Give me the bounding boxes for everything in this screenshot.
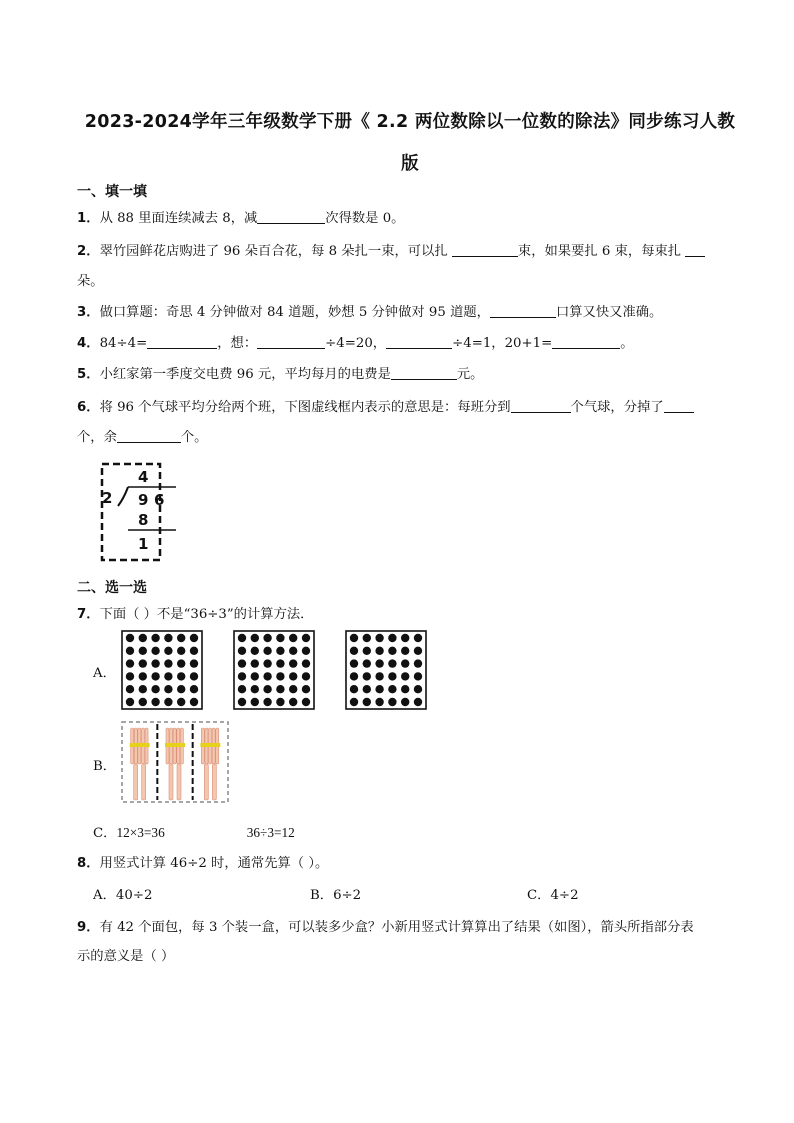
option-c-label: C． bbox=[93, 826, 117, 841]
dot bbox=[375, 647, 383, 655]
dot bbox=[363, 698, 371, 706]
dividend-tens-digit: 9 bbox=[138, 491, 149, 509]
dot bbox=[139, 659, 147, 667]
question-number: 7． bbox=[77, 607, 100, 622]
dot bbox=[375, 685, 383, 693]
bundle-band bbox=[200, 743, 220, 747]
dot bbox=[126, 659, 134, 667]
dot bbox=[263, 672, 271, 680]
question-text: 有 42 个面包，每 3 个装一盒，可以装多少盒？小新用竖式计算算出了结果（如图），箭头所指部分表 bbox=[99, 920, 694, 935]
question-6 bbox=[77, 396, 694, 415]
dot bbox=[238, 685, 246, 693]
option-c[interactable] bbox=[93, 822, 295, 841]
dot bbox=[289, 672, 297, 680]
answer-blank[interactable] bbox=[386, 335, 452, 349]
dot bbox=[302, 685, 310, 693]
dot bbox=[263, 698, 271, 706]
dot bbox=[289, 698, 297, 706]
dot bbox=[363, 685, 371, 693]
question-3 bbox=[77, 301, 662, 320]
dot bbox=[375, 698, 383, 706]
dot bbox=[251, 672, 259, 680]
question-9 bbox=[77, 916, 694, 935]
dot bbox=[190, 672, 198, 680]
dot bbox=[414, 698, 422, 706]
question-2 bbox=[77, 240, 705, 259]
question-text: 从 88 里面连续减去 8，减 bbox=[99, 211, 258, 226]
dot-grid-figure bbox=[120, 630, 430, 710]
dot bbox=[302, 647, 310, 655]
answer-blank[interactable] bbox=[257, 335, 325, 349]
dot bbox=[388, 672, 396, 680]
dot bbox=[388, 659, 396, 667]
dot bbox=[363, 634, 371, 642]
question-text: 下面（ ）不是“36÷3”的计算方法． bbox=[99, 607, 314, 622]
question-number: 4． bbox=[77, 336, 100, 351]
dot bbox=[126, 698, 134, 706]
dot bbox=[350, 698, 358, 706]
dot bbox=[289, 659, 297, 667]
dot bbox=[363, 672, 371, 680]
dot bbox=[414, 685, 422, 693]
dot bbox=[177, 698, 185, 706]
dot bbox=[151, 698, 159, 706]
dot bbox=[401, 634, 409, 642]
dot bbox=[190, 647, 198, 655]
answer-blank[interactable] bbox=[391, 366, 457, 380]
dot bbox=[251, 659, 259, 667]
question-5 bbox=[77, 363, 483, 382]
dot bbox=[414, 659, 422, 667]
dot bbox=[238, 698, 246, 706]
question-text: 做口算题：奇思 4 分钟做对 84 道题，妙想 5 分钟做对 95 道题， bbox=[99, 305, 490, 320]
question-number: 1． bbox=[77, 211, 100, 226]
question-7 bbox=[77, 603, 313, 622]
question-text: 个。 bbox=[180, 430, 208, 445]
dot bbox=[263, 685, 271, 693]
quotient-digit: 4 bbox=[138, 468, 149, 486]
dot bbox=[302, 659, 310, 667]
dot bbox=[177, 672, 185, 680]
question-4 bbox=[77, 332, 634, 351]
question-text: 小红家第一季度交电费 96 元，平均每月的电费是 bbox=[99, 367, 391, 382]
dot bbox=[350, 647, 358, 655]
single-stick bbox=[169, 764, 173, 800]
remainder-digit: 1 bbox=[138, 535, 149, 553]
dot bbox=[139, 698, 147, 706]
dot bbox=[388, 647, 396, 655]
product-digit: 8 bbox=[138, 511, 149, 529]
dot bbox=[350, 634, 358, 642]
section-choose-heading: 二、选一选 bbox=[77, 580, 147, 596]
question-text: 个气球，分掉了 bbox=[570, 400, 664, 415]
dot bbox=[251, 634, 259, 642]
dot bbox=[388, 634, 396, 642]
answer-blank[interactable] bbox=[452, 243, 518, 257]
option-c[interactable]: C．4÷2 bbox=[527, 888, 579, 903]
dot bbox=[289, 634, 297, 642]
question-text: ÷4=20， bbox=[325, 336, 387, 351]
dot bbox=[238, 659, 246, 667]
dot bbox=[164, 634, 172, 642]
dot-grid-box bbox=[122, 631, 202, 709]
dot bbox=[289, 647, 297, 655]
option-c-equation-1: 12×3=36 bbox=[116, 825, 165, 840]
question-number: 3． bbox=[77, 305, 100, 320]
dot bbox=[302, 698, 310, 706]
dot bbox=[164, 672, 172, 680]
option-b[interactable]: B．6÷2 bbox=[310, 888, 362, 903]
page-title: 2023-2024学年三年级数学下册《 2.2 两位数除以一位数的除法》同步练习人教 bbox=[84, 112, 736, 132]
answer-blank[interactable] bbox=[257, 210, 325, 224]
dot bbox=[251, 685, 259, 693]
single-stick bbox=[142, 764, 146, 800]
question-number: 2． bbox=[77, 244, 100, 259]
question-text: 束，如果要扎 6 束，每束扎 bbox=[517, 244, 686, 259]
dot bbox=[414, 634, 422, 642]
dot bbox=[263, 647, 271, 655]
single-stick bbox=[134, 764, 138, 800]
dot bbox=[151, 672, 159, 680]
dot bbox=[414, 672, 422, 680]
question-text: ÷4=1，20+1= bbox=[452, 336, 553, 351]
dot bbox=[302, 634, 310, 642]
dot bbox=[126, 685, 134, 693]
dot-grid-box bbox=[234, 631, 314, 709]
question-9-continued: 示的意义是（ ） bbox=[77, 949, 175, 964]
dot bbox=[388, 698, 396, 706]
dot bbox=[177, 659, 185, 667]
dot bbox=[238, 672, 246, 680]
dot bbox=[363, 659, 371, 667]
question-number: 5． bbox=[77, 367, 100, 382]
stick-bundles-figure bbox=[120, 720, 230, 804]
dot bbox=[164, 698, 172, 706]
dot bbox=[276, 647, 284, 655]
long-division-figure bbox=[98, 460, 178, 565]
dot bbox=[164, 647, 172, 655]
dot bbox=[375, 659, 383, 667]
dot bbox=[139, 634, 147, 642]
dot-grid-box bbox=[346, 631, 426, 709]
dot bbox=[251, 647, 259, 655]
dot bbox=[276, 659, 284, 667]
division-bracket bbox=[118, 487, 128, 506]
dot bbox=[401, 685, 409, 693]
dot bbox=[139, 685, 147, 693]
question-number: 9． bbox=[77, 920, 100, 935]
page-title-continued: 版 bbox=[401, 154, 419, 174]
dot bbox=[401, 647, 409, 655]
dot bbox=[151, 685, 159, 693]
answer-blank[interactable] bbox=[147, 335, 217, 349]
question-text: 。 bbox=[620, 336, 634, 351]
dot bbox=[302, 672, 310, 680]
dot bbox=[251, 698, 259, 706]
dot bbox=[263, 659, 271, 667]
question-8 bbox=[77, 852, 328, 871]
dot bbox=[177, 647, 185, 655]
question-1 bbox=[77, 207, 404, 226]
dot bbox=[151, 647, 159, 655]
dot bbox=[238, 647, 246, 655]
dot bbox=[350, 685, 358, 693]
question-number: 6． bbox=[77, 400, 100, 415]
dot bbox=[177, 685, 185, 693]
dot bbox=[151, 659, 159, 667]
question-6-continued bbox=[77, 426, 207, 445]
dividend-ones-digit: 6 bbox=[154, 491, 165, 509]
dot bbox=[401, 659, 409, 667]
dot bbox=[263, 634, 271, 642]
question-2-continued: 朵。 bbox=[77, 274, 104, 289]
bundle-band bbox=[165, 743, 185, 747]
dot bbox=[238, 634, 246, 642]
option-b-label[interactable]: B． bbox=[93, 759, 117, 774]
dot bbox=[350, 672, 358, 680]
dot bbox=[414, 647, 422, 655]
dot bbox=[375, 672, 383, 680]
dot bbox=[401, 672, 409, 680]
dot bbox=[375, 634, 383, 642]
question-text: 用竖式计算 46÷2 时，通常先算（ ）。 bbox=[99, 856, 329, 871]
option-c-equation-2: 36÷3=12 bbox=[246, 825, 295, 840]
dot bbox=[190, 685, 198, 693]
question-text: 翠竹园鲜花店购进了 96 朵百合花，每 8 朵扎一束，可以扎 bbox=[99, 244, 452, 259]
question-text: 个，余 bbox=[77, 430, 117, 445]
dot bbox=[190, 659, 198, 667]
dot bbox=[177, 634, 185, 642]
question-text: 将 96 个气球平均分给两个班，下图虚线框内表示的意思是：每班分到 bbox=[99, 400, 511, 415]
single-stick bbox=[177, 764, 181, 800]
answer-blank[interactable] bbox=[685, 243, 705, 257]
section-fill-heading: 一、填一填 bbox=[77, 184, 147, 200]
question-text: ，想： bbox=[217, 336, 258, 351]
dashed-frame bbox=[102, 464, 160, 560]
dot bbox=[151, 634, 159, 642]
bundle-band bbox=[130, 743, 150, 747]
dot bbox=[276, 698, 284, 706]
dot bbox=[164, 685, 172, 693]
answer-blank[interactable] bbox=[552, 335, 620, 349]
question-number: 8． bbox=[77, 856, 100, 871]
dot bbox=[164, 659, 172, 667]
option-a[interactable]: A．40÷2 bbox=[93, 888, 153, 903]
question-text: 口算又快又准确。 bbox=[555, 305, 663, 320]
question-text: 元。 bbox=[456, 367, 484, 382]
question-text: 次得数是 0。 bbox=[325, 211, 405, 226]
dot bbox=[401, 698, 409, 706]
single-stick bbox=[212, 764, 216, 800]
answer-blank[interactable] bbox=[117, 429, 181, 443]
answer-blank[interactable] bbox=[511, 399, 571, 413]
dot bbox=[276, 685, 284, 693]
dot bbox=[126, 647, 134, 655]
answer-blank[interactable] bbox=[664, 399, 694, 413]
dot bbox=[190, 634, 198, 642]
dot bbox=[350, 659, 358, 667]
dot bbox=[388, 685, 396, 693]
dot bbox=[139, 672, 147, 680]
question-text: 84÷4= bbox=[99, 336, 148, 351]
dot bbox=[190, 698, 198, 706]
option-a-label[interactable]: A． bbox=[93, 666, 116, 681]
dot bbox=[139, 647, 147, 655]
divisor-digit: 2 bbox=[102, 489, 113, 507]
dot bbox=[363, 647, 371, 655]
dot bbox=[126, 634, 134, 642]
dot bbox=[276, 634, 284, 642]
dot bbox=[126, 672, 134, 680]
single-stick bbox=[204, 764, 208, 800]
answer-blank[interactable] bbox=[490, 304, 556, 318]
dot bbox=[289, 685, 297, 693]
dot bbox=[276, 672, 284, 680]
